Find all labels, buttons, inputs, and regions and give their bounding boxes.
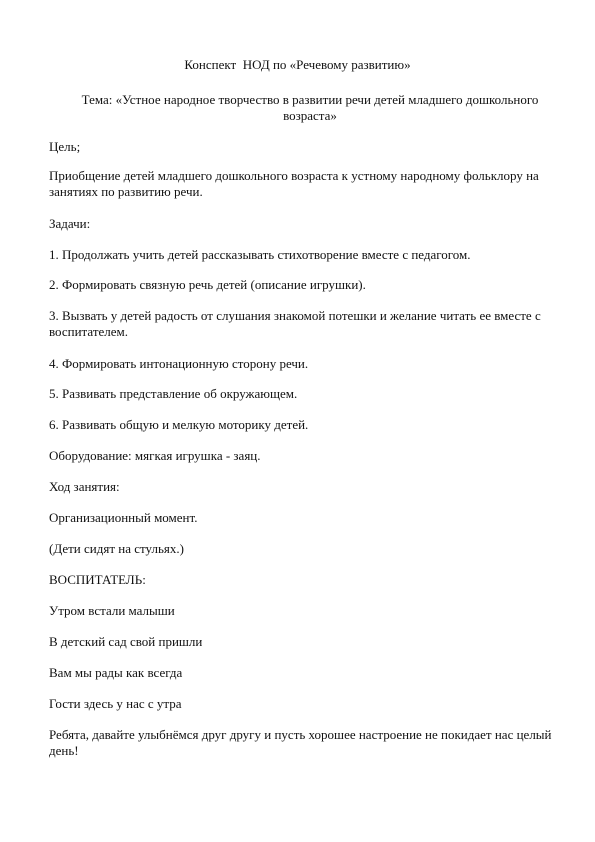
goal-heading: Цель; <box>49 139 81 154</box>
equipment-text: Оборудование: мягкая игрушка - заяц. <box>49 448 261 463</box>
poem-line-2: В детский сад свой пришли <box>49 634 203 649</box>
document-topic: Тема: «Устное народное творчество в развитии речи детей младшего дошкольного возраста» <box>81 92 539 123</box>
stage-direction: (Дети сидят на стульях.) <box>49 541 184 556</box>
poem-line-3: Вам мы рады как всегда <box>49 665 183 680</box>
task-item-6: 6. Развивать общую и мелкую моторику детей. <box>49 417 309 432</box>
poem-line-4: Гости здесь у нас с утра <box>49 696 182 711</box>
task-item-5: 5. Развивать представление об окружающем. <box>49 386 298 401</box>
speaker-label: ВОСПИТАТЕЛЬ: <box>49 572 146 587</box>
closing-text: Ребята, давайте улыбнёмся друг другу и пусть хорошее настроение не покидает нас целый день! <box>49 727 552 758</box>
lesson-course-heading: Ход занятия: <box>49 479 120 494</box>
task-item-4: 4. Формировать интонационную сторону речи. <box>49 356 309 371</box>
goal-text: Приобщение детей младшего дошкольного возраста к устному народному фольклору на занятиях по развитию речи. <box>49 168 539 199</box>
poem-line-1: Утром встали малыши <box>49 603 175 618</box>
tasks-heading: Задачи: <box>49 216 91 231</box>
organizational-moment: Организационный момент. <box>49 510 198 525</box>
task-item-3: 3. Вызвать у детей радость от слушания знакомой потешки и желание читать ее вместе с воспитателем. <box>49 308 541 339</box>
task-item-2: 2. Формировать связную речь детей (описание игрушки). <box>49 277 366 292</box>
task-item-1: 1. Продолжать учить детей рассказывать стихотворение вместе с педагогом. <box>49 247 471 262</box>
document-title: Конспект НОД по «Речевому развитию» <box>184 57 411 72</box>
